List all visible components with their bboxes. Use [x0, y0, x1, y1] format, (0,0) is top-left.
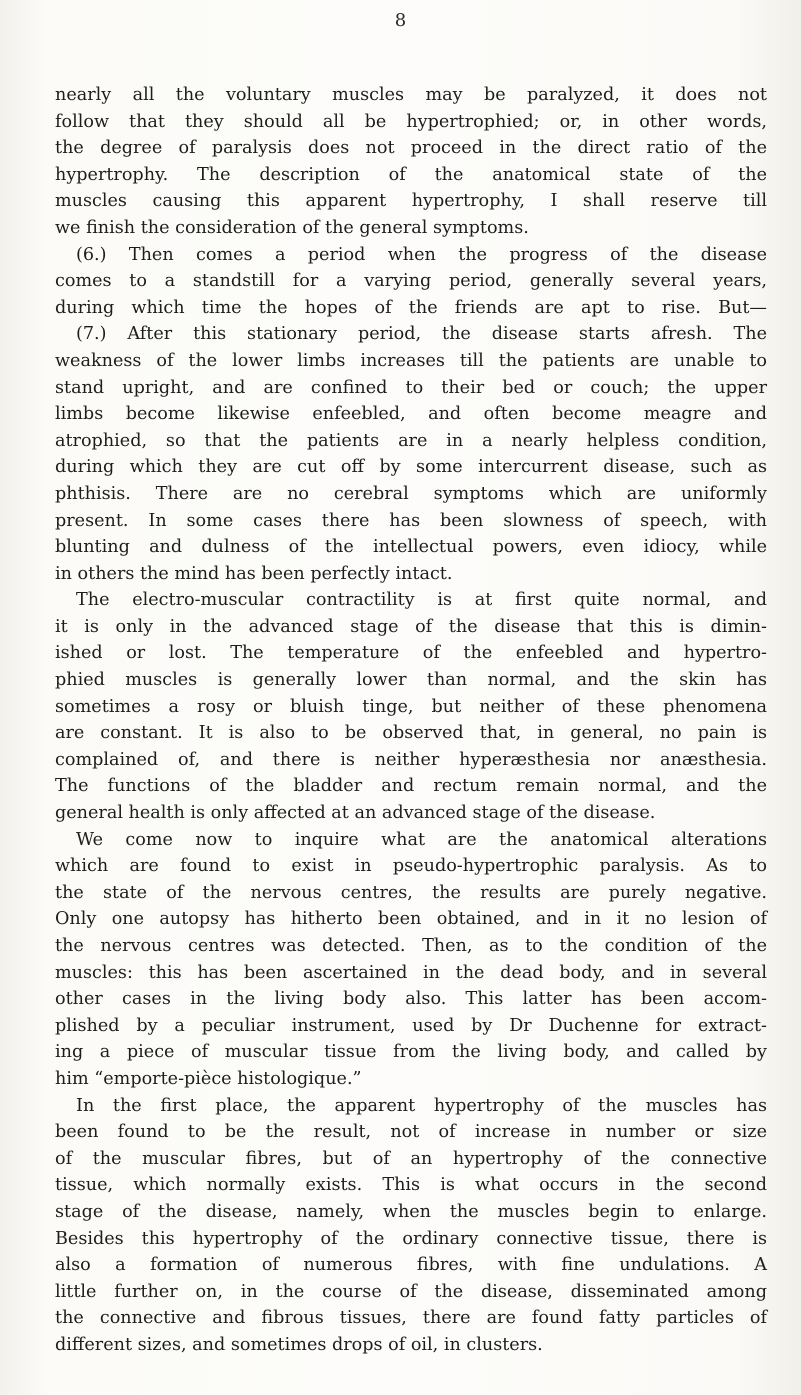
text-line: present. In some cases there has been slowness of speech, with [55, 510, 767, 531]
text-line: limbs become likewise enfeebled, and often become meagre and [55, 404, 767, 425]
text-line: also a formation of numerous fibres, with fine undulations. A [55, 1255, 767, 1276]
text-line: are constant. It is also to be observed that, in general, no pain is [55, 723, 767, 744]
text-line: (7.) After this stationary period, the disease starts afresh. The [76, 324, 767, 345]
text-line: hypertrophy. The description of the anatomical state of the [55, 164, 767, 185]
text-line: Only one autopsy has hitherto been obtained, and in it no lesion of [55, 909, 767, 930]
text-line: nearly all the voluntary muscles may be paralyzed, it does not [55, 85, 767, 105]
text-line: muscles: this has been ascertained in the dead body, and in several [55, 962, 767, 983]
text-line: the state of the nervous centres, the results are purely negative. [55, 882, 767, 903]
text-line: different sizes, and sometimes drops of oil, in clusters. [55, 1334, 543, 1355]
text-line: (6.) Then comes a period when the progress of the disease [76, 244, 767, 265]
text-line: him “emporte-pièce histologique.” [55, 1068, 362, 1089]
text-line: phthisis. There are no cerebral symptoms which are uniformly [55, 483, 767, 504]
text-line: blunting and dulness of the intellectual powers, even idiocy, while [55, 537, 767, 558]
text-line: The electro-muscular contractility is at first quite normal, and [76, 590, 767, 611]
text-line: which are found to exist in pseudo-hypertrophic paralysis. As to [55, 856, 767, 877]
text-line: phied muscles is generally lower than normal, and the skin has [55, 670, 767, 691]
text-line: little further on, in the course of the disease, disseminated among [55, 1281, 767, 1302]
text-line: been found to be the result, not of increase in number or size [55, 1122, 767, 1143]
text-line: weakness of the lower limbs increases till the patients are unable to [55, 350, 767, 371]
text-line: other cases in the living body also. This latter has been accom- [55, 989, 767, 1010]
text-line: complained of, and there is neither hyperæsthesia nor anæsthesia. [55, 749, 767, 770]
text-line: the nervous centres was detected. Then, as to the condition of the [55, 936, 767, 956]
text-line: tissue, which normally exists. This is what occurs in the second [55, 1175, 767, 1196]
text-line: ing a piece of muscular tissue from the living body, and called by [55, 1042, 767, 1063]
body-text [55, 82, 767, 1359]
text-line: plished by a peculiar instrument, used by Dr Duchenne for extract- [55, 1015, 767, 1036]
text-line: Besides this hypertrophy of the ordinary connective tissue, there is [55, 1228, 767, 1249]
text-line: stage of the disease, namely, when the muscles begin to enlarge. [55, 1201, 767, 1222]
text-line: ished or lost. The temperature of the enfeebled and hypertro- [55, 643, 767, 664]
text-line: In the first place, the apparent hypertrophy of the muscles has [76, 1095, 767, 1116]
text-line: we finish the consideration of the general symptoms. [55, 217, 529, 238]
text-line: sometimes a rosy or bluish tinge, but neither of these phenomena [55, 696, 767, 717]
text-line: of the muscular fibres, but of an hypertrophy of the connective [55, 1148, 767, 1169]
text-line: We come now to inquire what are the anatomical alterations [76, 829, 767, 850]
text-line: in others the mind has been perfectly intact. [55, 563, 453, 584]
text-line: follow that they should all be hypertrophied; or, in other words, [55, 111, 767, 132]
text-line: comes to a standstill for a varying period, generally several years, [55, 271, 767, 292]
text-line: general health is only affected at an advanced stage of the disease. [55, 803, 656, 824]
text-line: the connective and fibrous tissues, there are found fatty particles of [55, 1308, 767, 1329]
text-line: stand upright, and are confined to their bed or couch; the upper [55, 377, 767, 398]
page-number: 8 [394, 10, 407, 31]
text-line: during which they are cut off by some intercurrent disease, such as [55, 457, 767, 478]
text-line: the degree of paralysis does not proceed in the direct ratio of the [55, 138, 767, 159]
text-line: during which time the hopes of the friends are apt to rise. But— [55, 297, 767, 318]
text-line: muscles causing this apparent hypertrophy, I shall reserve till [55, 191, 767, 212]
text-line: The functions of the bladder and rectum remain normal, and the [55, 776, 767, 797]
text-line: it is only in the advanced stage of the disease that this is dimin- [55, 616, 767, 637]
text-line: atrophied, so that the patients are in a nearly helpless condition, [55, 430, 767, 451]
